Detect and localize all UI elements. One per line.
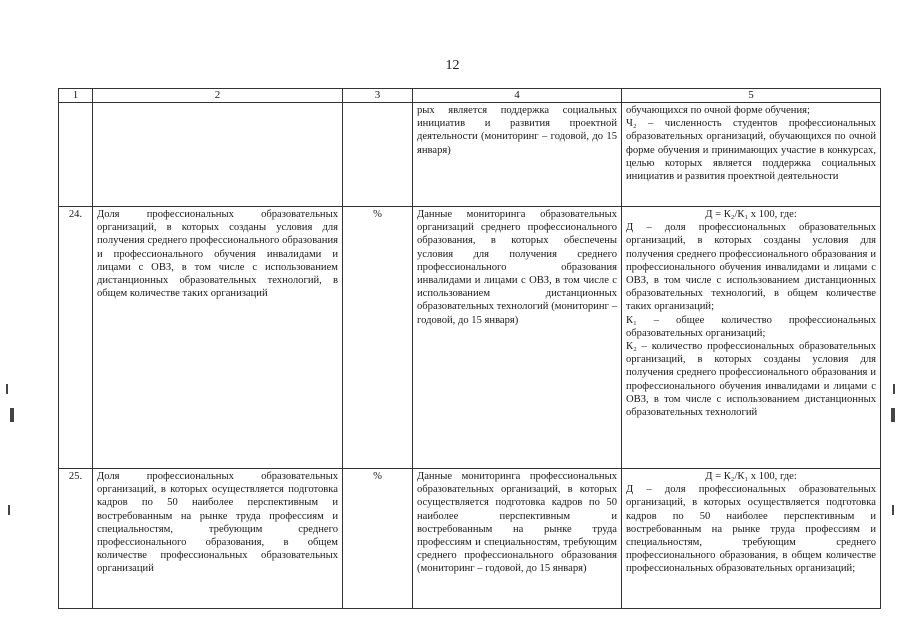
- data-source: Данные мониторинга образовательных организаций среднего профессионального образования, в которых обеспечены условия для получения среднего профессионального образования инвалидами и лицами с ОВЗ, в том числе с использованием дистанционных образовательных технологий (мониторинг – годовой, до 15 января): [413, 207, 622, 469]
- header-col-2: 2: [93, 89, 343, 103]
- header-col-1: 1: [59, 89, 93, 103]
- row-number: [59, 103, 93, 207]
- calculation-method: [622, 103, 881, 207]
- indicator-name: [93, 103, 343, 207]
- data-source: Данные мониторинга профессиональных образовательных организаций, в которых осуществляется подготовка кадров по 50 наиболее перспективным и востребованным на рынке труда профессиям и специальностям, требующим среднего профессионального образования (мониторинг – годовой, до 15 января): [413, 469, 622, 609]
- indicators-table: [58, 88, 881, 609]
- formula: Д = К₂/К₁ х 100, где:: [705, 209, 797, 220]
- data-source: рых является поддержка социальных инициатив и развития проектной деятельности (мониторинг – годовой, до 15 января): [413, 103, 622, 207]
- scan-mark-left-3: [8, 505, 10, 515]
- calculation-line: обучающихся по очной форме обучения;: [626, 105, 810, 116]
- calculation-line: Ч₂ – численность студентов профессиональных образовательных организаций, обучающихся по очной форме обучения и принимающих участие в конкурсах, целью которых является поддержка социальных инициатив и развития проектной деятельности: [626, 118, 876, 183]
- calculation-line: Д – доля профессиональных образовательных организаций, в которых осуществляется подготовка кадров по 50 наиболее перспективным и востребованным на рынке труда профессиям и специальностям, требующим среднего профессионального образования, в общем количестве профессиональных образовательных организаций;: [626, 484, 876, 575]
- table-row: [59, 207, 881, 469]
- unit: %: [343, 469, 413, 609]
- calculation-line: К₁ – общее количество профессиональных образовательных организаций;: [626, 314, 876, 339]
- scan-mark-right-3: [892, 505, 894, 515]
- header-col-3: 3: [343, 89, 413, 103]
- calculation-method: [622, 469, 881, 609]
- scan-mark-right-2: [891, 408, 895, 422]
- indicator-name: Доля профессиональных образовательных организаций, в которых осуществляется подготовка кадров по 50 наиболее перспективным и востребованным на рынке труда профессиям и специальностям, требующим среднего профессионального образования, в общем количестве профессиональных образовательных организаций: [93, 469, 343, 609]
- header-col-5: 5: [622, 89, 881, 103]
- page-number: 12: [445, 58, 460, 73]
- table-row: [59, 469, 881, 609]
- calculation-method: [622, 207, 881, 469]
- row-number: 24.: [59, 207, 93, 469]
- scan-mark-left-1: [6, 384, 8, 394]
- formula: Д = К₂/К₁ х 100, где:: [705, 471, 797, 482]
- calculation-line: Д – доля профессиональных образовательных организаций, в которых созданы условия для получения среднего профессионального образования и профессионального обучения инвалидами и лицами с ОВЗ, в том числе с использованием дистанционных образовательных технологий, в общем количестве таких организаций;: [626, 222, 876, 313]
- unit: %: [343, 207, 413, 469]
- scan-mark-right-1: [893, 384, 895, 394]
- scan-mark-left-2: [10, 408, 14, 422]
- header-col-4: 4: [413, 89, 622, 103]
- unit: [343, 103, 413, 207]
- table-row: [59, 103, 881, 207]
- row-number: 25.: [59, 469, 93, 609]
- table-header-row: [59, 89, 881, 103]
- indicator-name: Доля профессиональных образовательных организаций, в которых созданы условия для получения среднего профессионального образования и профессионального обучения инвалидами и лицами с ОВЗ, в том числе с использованием дистанционных образовательных технологий, в общем количестве таких организаций: [93, 207, 343, 469]
- calculation-line: К₂ – количество профессиональных образовательных организаций, в которых созданы условия для получения среднего профессионального образования и профессионального обучения инвалидами и лицами с ОВЗ, в том числе с использованием дистанционных образовательных технологий: [626, 341, 876, 419]
